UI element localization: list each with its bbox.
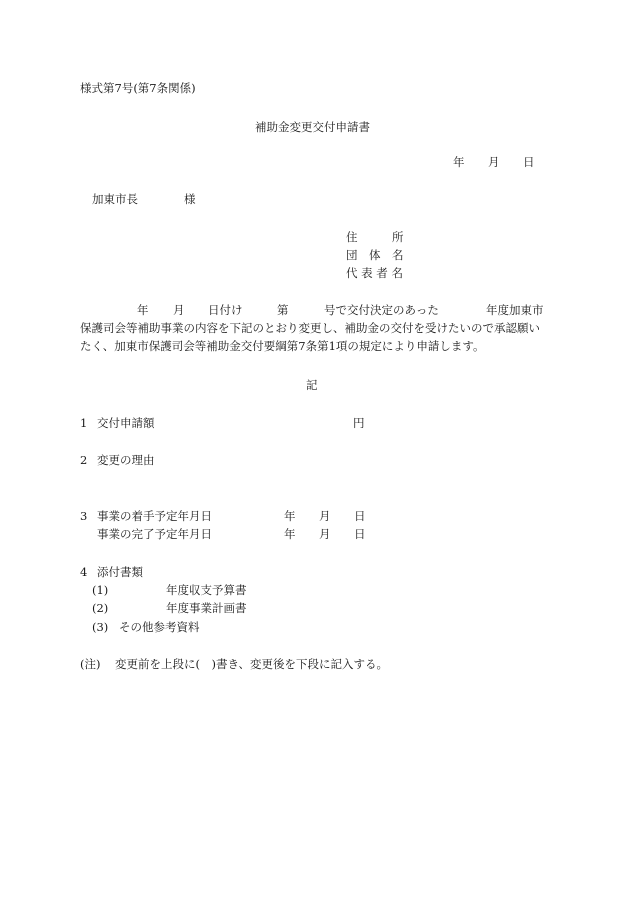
- applicant-group-label: 団 体 名: [346, 248, 404, 262]
- date-month: 月: [488, 155, 500, 169]
- body-line-2: 保護司会等補助事業の内容を下記のとおり変更し、補助金の交付を受けたいので承認願い: [80, 321, 540, 335]
- date-year: 年: [453, 155, 465, 169]
- item-1-unit: 円: [353, 416, 365, 430]
- item-3-end-label: 事業の完了予定年月日: [97, 527, 212, 541]
- item-4-label: 添付書類: [97, 565, 143, 579]
- attachment-3-number: (3): [92, 620, 109, 634]
- item-1-label: 交付申請額: [97, 416, 155, 430]
- item-2-label: 変更の理由: [97, 453, 155, 467]
- attachment-3-text: その他参考資料: [119, 620, 200, 634]
- body-no-suffix: 号で交付決定のあった: [324, 303, 439, 317]
- item-2-number: 2: [80, 453, 88, 467]
- item-3-number: 3: [80, 509, 88, 523]
- form-number: 様式第7号(第7条関係): [80, 81, 196, 95]
- ki-mark: 記: [306, 378, 318, 392]
- addressee-honorific: 様: [184, 192, 196, 206]
- addressee-name: 加東市長: [92, 192, 138, 206]
- item-3-start-month: 月: [319, 509, 331, 523]
- body-month: 月: [173, 303, 185, 317]
- item-3-start-day: 日: [354, 509, 366, 523]
- date-day: 日: [523, 155, 535, 169]
- item-3-end-month: 月: [319, 527, 331, 541]
- body-fiscal: 年度加東市: [486, 303, 544, 317]
- body-no-prefix: 第: [277, 303, 289, 317]
- item-3-start-year: 年: [284, 509, 296, 523]
- body-year: 年: [137, 303, 149, 317]
- attachment-2-number: (2): [92, 601, 109, 615]
- attachment-2-text: 年度事業計画書: [166, 601, 247, 615]
- note-text: 変更前を上段に( )書き、変更後を下段に記入する。: [115, 657, 389, 671]
- item-3-end-day: 日: [354, 527, 366, 541]
- item-1-number: 1: [80, 416, 88, 430]
- item-4-number: 4: [80, 565, 88, 579]
- attachment-1-text: 年度収支予算書: [166, 583, 247, 597]
- item-3-end-year: 年: [284, 527, 296, 541]
- note-label: (注): [80, 657, 101, 671]
- attachment-1-number: (1): [92, 583, 109, 597]
- body-line-3: たく、加東市保護司会等補助金交付要綱第7条第1項の規定により申請します。: [80, 339, 485, 353]
- body-dated: 日付け: [208, 303, 243, 317]
- applicant-rep-label: 代 表 者 名: [346, 266, 403, 280]
- item-3-start-label: 事業の着手予定年月日: [97, 509, 212, 523]
- applicant-address-label: 住 所: [346, 230, 404, 244]
- document-title: 補助金変更交付申請書: [255, 120, 370, 134]
